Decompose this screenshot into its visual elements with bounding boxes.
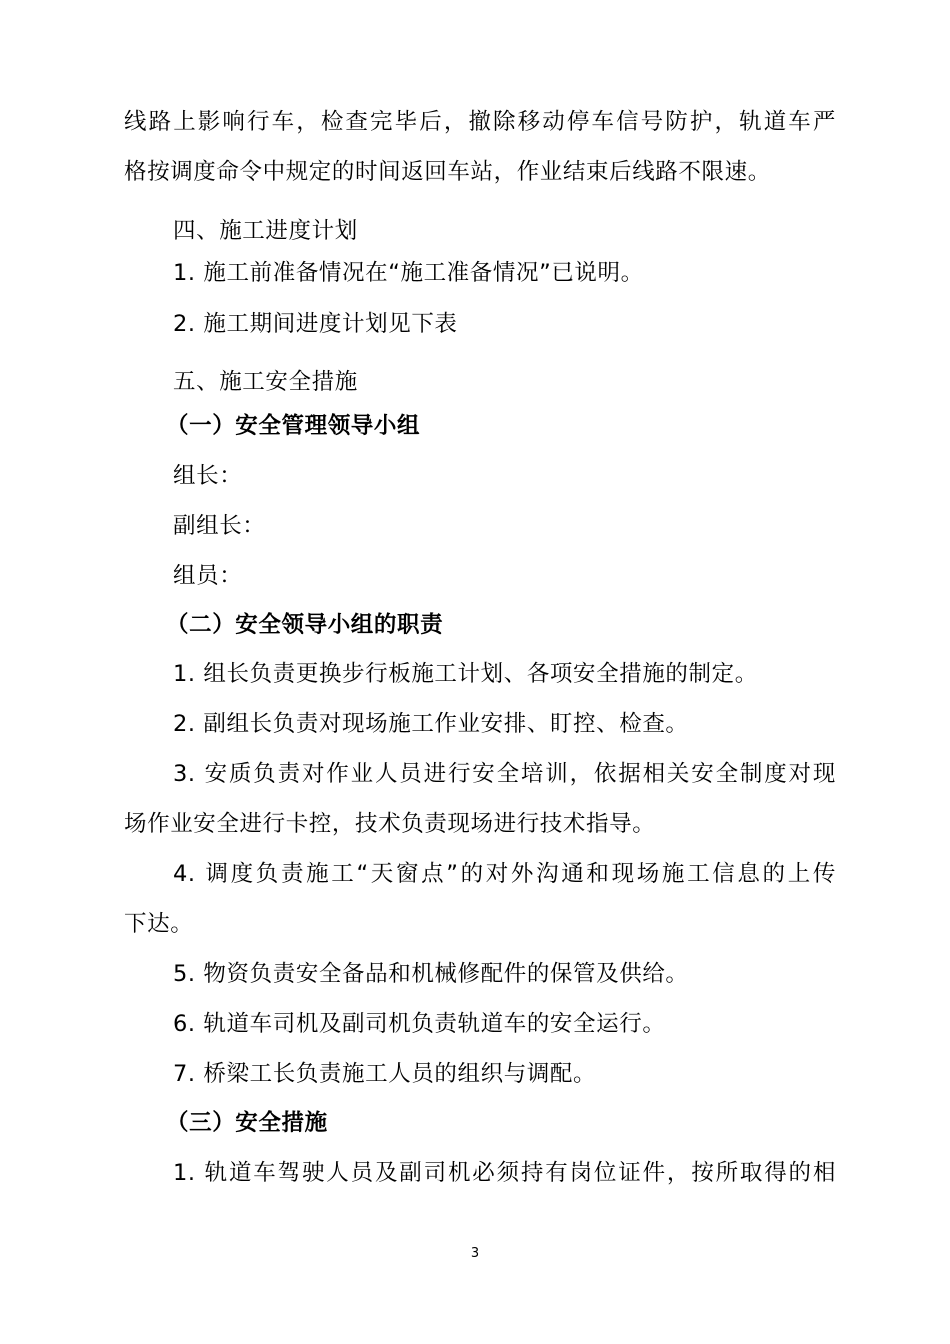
paragraph-line: 7. 桥梁工长负责施工人员的组织与调配。 bbox=[173, 1061, 597, 1087]
paragraph-line: 副组长： bbox=[173, 513, 266, 539]
section-heading: 五、施工安全措施 bbox=[173, 369, 358, 395]
page-number: 3 bbox=[470, 1246, 480, 1261]
paragraph-line: 1. 组长负责更换步行板施工计划、各项安全措施的制定。 bbox=[173, 661, 758, 687]
paragraph-line: 6. 轨道车司机及副司机负责轨道车的安全运行。 bbox=[173, 1011, 666, 1037]
paragraph-line: 2. 副组长负责对现场施工作业安排、盯控、检查。 bbox=[173, 711, 689, 737]
subsection-heading: （二）安全领导小组的职责 bbox=[166, 612, 444, 638]
paragraph-line: 组长： bbox=[173, 463, 243, 489]
paragraph-line: 场作业安全进行卡控，技术负责现场进行技术指导。 bbox=[124, 811, 656, 837]
paragraph-line: 线路上影响行车，检查完毕后，撤除移动停车信号防护，轨道车严 bbox=[124, 109, 836, 135]
paragraph-line: 3. 安质负责对作业人员进行安全培训，依据相关安全制度对现 bbox=[173, 761, 836, 787]
subsection-heading: （三）安全措施 bbox=[166, 1110, 328, 1136]
paragraph-line: 组员： bbox=[173, 563, 243, 589]
paragraph-line: 5. 物资负责安全备品和机械修配件的保管及供给。 bbox=[173, 961, 689, 987]
paragraph-line: 4. 调度负责施工“天窗点”的对外沟通和现场施工信息的上传 bbox=[173, 861, 836, 887]
section-heading: 四、施工进度计划 bbox=[173, 218, 358, 244]
paragraph-line: 格按调度命令中规定的时间返回车站，作业结束后线路不限速。 bbox=[124, 159, 771, 185]
paragraph-line: 1. 轨道车驾驶人员及副司机必须持有岗位证件，按所取得的相 bbox=[173, 1160, 836, 1186]
subsection-heading: （一）安全管理领导小组 bbox=[166, 413, 421, 439]
paragraph-line: 2. 施工期间进度计划见下表 bbox=[173, 311, 458, 337]
paragraph-line: 1. 施工前准备情况在“施工准备情况”已说明。 bbox=[173, 260, 644, 286]
paragraph-line: 下达。 bbox=[124, 911, 194, 937]
